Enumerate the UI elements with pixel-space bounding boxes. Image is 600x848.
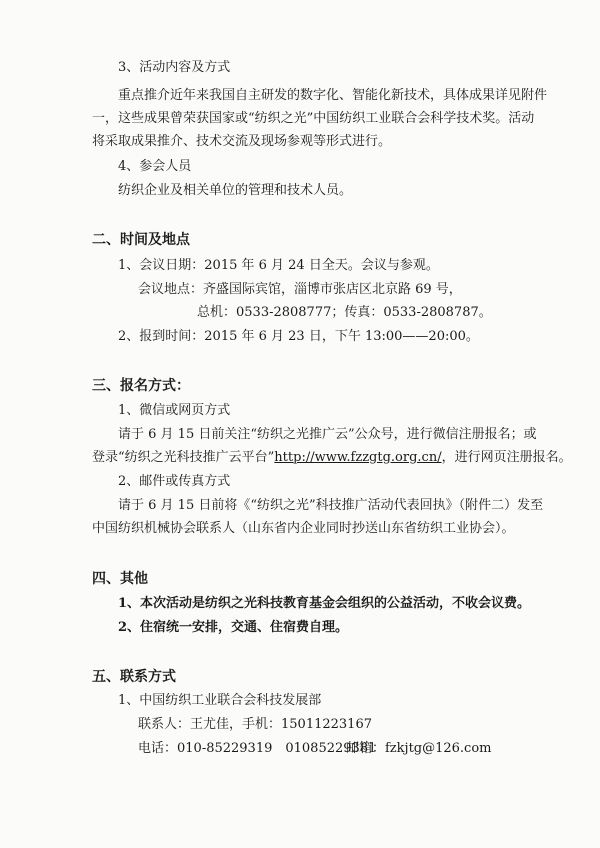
item4-title: 4、参会人员	[118, 159, 192, 174]
email-fax-line2: 中国纺织机械协会联系人（山东省内企业同时抄送山东省纺织工业协会）。	[92, 521, 515, 536]
other-item1: 1、本次活动是纺织之光科技教育基金会组织的公益活动，不收会议费。	[118, 596, 531, 611]
item3-paragraph-line2: 一，这些成果曾荣获国家或“纺织之光”中国纺织工业联合会科学技术奖。活动	[92, 111, 535, 126]
meeting-venue: 会议地点：齐盛国际宾馆，淄博市张店区北京路 69 号，	[138, 282, 462, 297]
contact-organization: 1、中国纺织工业联合会科技发展部	[118, 693, 322, 708]
item3-paragraph-line1: 重点推介近年来我国自主研发的数字化、智能化新技术，具体成果详见附件	[118, 88, 548, 103]
web-register-text: ，进行网页注册报名。	[441, 450, 572, 465]
other-item2: 2、住宿统一安排，交通、住宿费自理。	[118, 620, 349, 635]
contact-person: 联系人：王尤佳，手机：15011223167	[138, 717, 372, 732]
email-fax-line1: 请于 6 月 15 日前将《“纺织之光”科技推广活动代表回执》（附件二）发至	[118, 498, 544, 513]
section2-heading: 二、时间及地点	[92, 232, 190, 248]
item3-title: 3、活动内容及方式	[118, 60, 231, 75]
item4-paragraph: 纺织企业及相关单位的管理和技术人员。	[118, 183, 353, 198]
contact-email[interactable]: 邮箱：fzkjtg@126.com	[346, 741, 492, 756]
wechat-web-title: 1、微信或网页方式	[118, 403, 231, 418]
item3-paragraph-line3: 将采取成果推介、技术交流及现场参观等形式进行。	[92, 134, 392, 149]
email-fax-title: 2、邮件或传真方式	[118, 474, 231, 489]
wechat-web-line2	[92, 450, 572, 466]
platform-link[interactable]: http://www.fzzgtg.org.cn/	[274, 450, 442, 465]
section4-heading: 四、其他	[92, 571, 148, 587]
wechat-web-line1: 请于 6 月 15 日前关注“纺织之光推广云”公众号，进行微信注册报名；或	[118, 427, 537, 442]
meeting-date: 1、会议日期：2015 年 6 月 24 日全天。会议与参观。	[118, 258, 439, 273]
platform-name: 登录“纺织之光科技推广云平台”	[92, 450, 275, 465]
meeting-phone-fax: 总机：0533-2808777；传真：0533-2808787。	[197, 305, 492, 320]
contact-phone: 电话：010-85229319 01085229381	[138, 741, 377, 756]
registration-time: 2、报到时间：2015 年 6 月 23 日，下午 13:00——20:00。	[118, 329, 479, 344]
section3-heading: 三、报名方式：	[92, 378, 190, 394]
section5-heading: 五、联系方式	[92, 669, 176, 685]
